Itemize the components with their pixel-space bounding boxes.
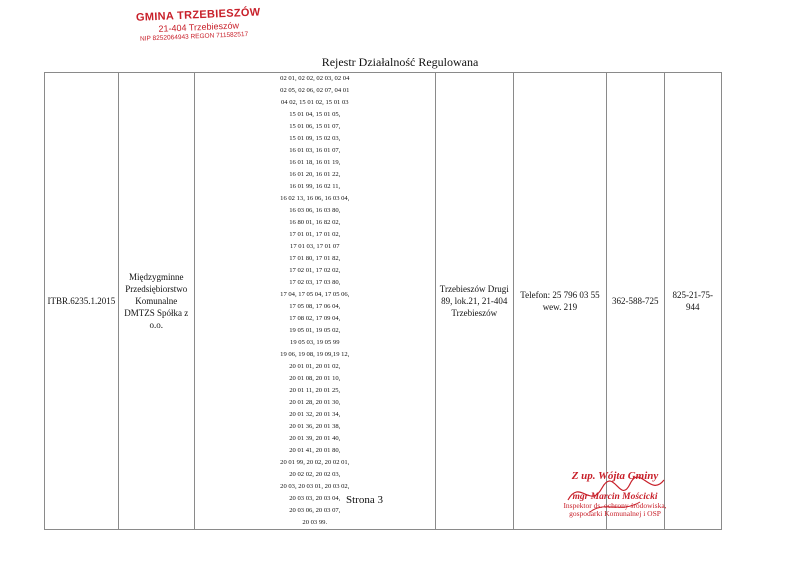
waste-code-line: 16 01 20, 16 01 22, (289, 171, 341, 178)
waste-code-line: 20 01 41, 20 01 80, (289, 447, 341, 454)
waste-code-line: 20 03 06, 20 03 07, (289, 507, 341, 514)
stamp-line-3: NIP 8252064943 REGON 711582517 (139, 31, 249, 43)
waste-code-line: 20 01 39, 20 01 40, (289, 435, 341, 442)
cell-register-number: ITBR.6235.1.2015 (45, 73, 119, 530)
waste-code-line: 19 05 03, 19 05 99 (290, 339, 340, 346)
waste-code-line: 17 01 80, 17 01 82, (289, 255, 341, 262)
cell-address: Trzebieszów Drugi 89, lok.21, 21-404 Trzebieszów (435, 73, 513, 530)
waste-code-line: 20 01 32, 20 01 34, (289, 411, 341, 418)
waste-code-line: 16 03 06, 16 03 80, (289, 207, 341, 214)
stamp-line-1: GMINA TRZEBIESZÓW (135, 6, 261, 24)
table-row (45, 73, 722, 530)
waste-code-line: 19 06, 19 08, 19 09,19 12, (280, 351, 350, 358)
waste-code-line: 15 01 09, 15 02 03, (289, 135, 341, 142)
waste-code-line: 16 01 18, 16 01 19, (289, 159, 341, 166)
waste-code-line: 15 01 04, 15 01 05, (289, 111, 341, 118)
page-number: Strona 3 (346, 494, 383, 506)
signature-line-1: Z up. Wójta Gminy (571, 470, 659, 482)
stamp-line-2: 21-404 Trzebieszów (158, 20, 240, 34)
waste-code-line: 20 02 02, 20 02 03, (289, 471, 341, 478)
waste-code-line: 20 03 03, 20 03 04, (289, 495, 341, 502)
waste-code-line: 02 05, 02 06, 02 07, 04 01 (280, 87, 350, 94)
waste-code-line: 17 02 01, 17 02 02, (289, 267, 341, 274)
cell-waste-codes (194, 73, 435, 530)
cell-phone: Telefon: 25 796 03 55 wew. 219 (513, 73, 606, 530)
municipality-stamp (133, 6, 264, 43)
signature-line-4: gospodarki Komunalnej i OSP (569, 509, 661, 518)
register-table (44, 72, 722, 530)
waste-code-line: 16 01 03, 16 01 07, (289, 147, 341, 154)
waste-code-line: 20 01 28, 20 01 30, (289, 399, 341, 406)
waste-code-line: 04 02, 15 01 02, 15 01 03 (280, 99, 349, 106)
signature-stamp (530, 470, 700, 518)
waste-code-line: 16 80 01, 16 82 02, (289, 219, 341, 226)
waste-code-line: 20 03 99. (302, 519, 328, 526)
cell-regon: 362-588-725 (607, 73, 664, 530)
waste-code-line: 20 01 08, 20 01 10, (289, 375, 341, 382)
waste-code-line: 16 01 99, 16 02 11, (289, 183, 341, 190)
waste-code-line: 20 03, 20 03 01, 20 03 02, (280, 483, 350, 490)
waste-code-line: 17 05 08, 17 06 04, (289, 303, 341, 310)
waste-code-line: 15 01 06, 15 01 07, (289, 123, 341, 130)
waste-code-line: 20 01 99, 20 02, 20 02 01, (280, 459, 350, 466)
signature-line-3: Inspektor ds. ochrony środowiska, (563, 501, 667, 510)
waste-code-line: 17 04, 17 05 04, 17 05 06, (280, 291, 350, 298)
waste-code-line: 17 01 03, 17 01 07 (290, 243, 340, 250)
page-title: Rejestr Działalność Regulowana (321, 55, 479, 69)
waste-code-line: 20 01 36, 20 01 38, (289, 423, 341, 430)
waste-code-line: 02 01, 02 02, 02 03, 02 04 (280, 75, 350, 82)
waste-code-line: 17 08 02, 17 09 04, (289, 315, 341, 322)
cell-company-name: Międzygminne Przedsiębiorstwo Komunalne DMTZS Spółka z o.o. (118, 73, 194, 530)
waste-code-line: 19 05 01, 19 05 02, (289, 327, 341, 334)
waste-code-line: 20 01 01, 20 01 02, (289, 363, 341, 370)
waste-code-line: 20 01 11, 20 01 25, (289, 387, 341, 394)
waste-code-line: 16 02 13, 16 06, 16 03 04, (280, 195, 350, 202)
signature-line-2: mgr Marcin Mościcki (572, 492, 658, 502)
waste-code-line: 17 01 01, 17 01 02, (289, 231, 341, 238)
waste-code-line: 17 02 03, 17 03 80, (289, 279, 341, 286)
cell-nip: 825-21-75-944 (664, 73, 721, 530)
